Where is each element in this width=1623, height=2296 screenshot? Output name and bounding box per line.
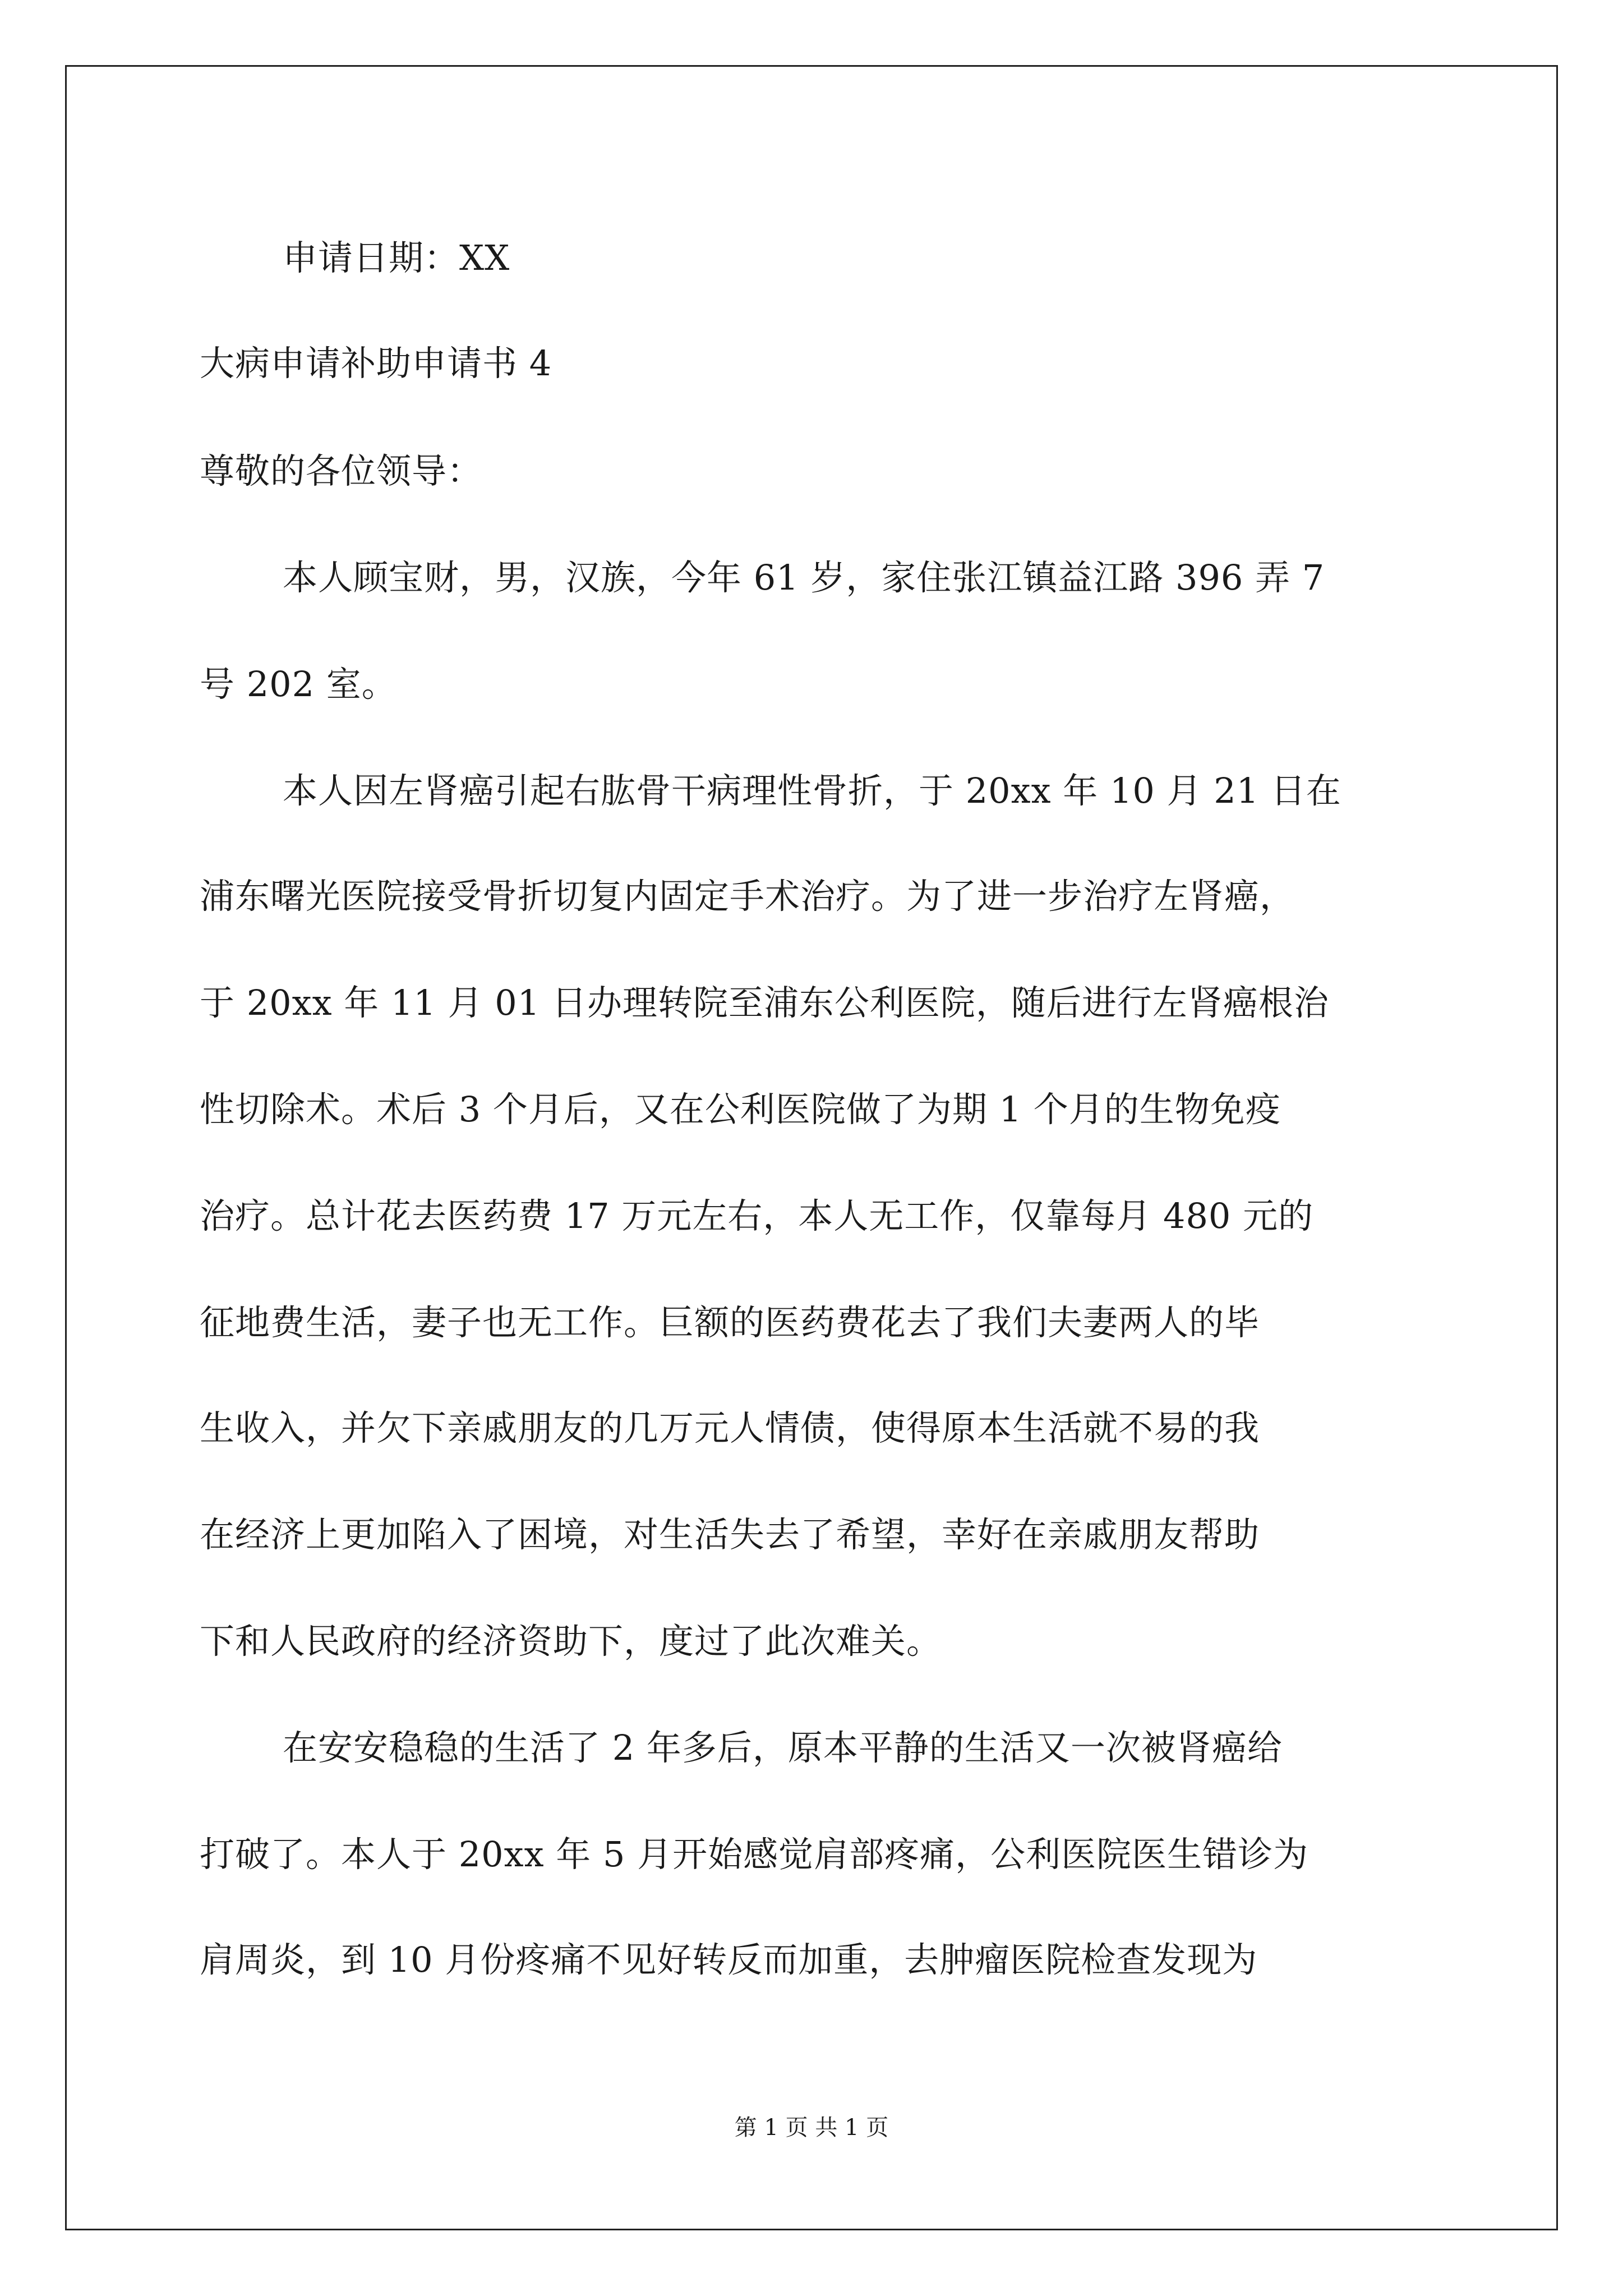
paragraph-line: 肩周炎，到 10 月份疼痛不见好转反而加重，去肿瘤医院检查发现为 (200, 1939, 1258, 1980)
document-title: 大病申请补助申请书 4 (200, 343, 552, 384)
paragraph-line: 下和人民政府的经济资助下，度过了此次难关。 (200, 1621, 942, 1662)
paragraph-line: 在安安稳稳的生活了 2 年多后，原本平静的生活又一次被肾癌给 (283, 1727, 1283, 1768)
salutation: 尊敬的各位领导： (200, 450, 483, 491)
page-footer: 第 1 页 共 1 页 (734, 2115, 889, 2141)
paragraph-line: 于 20xx 年 11 月 01 日办理转院至浦东公利医院，随后进行左肾癌根治 (200, 982, 1329, 1023)
paragraph-line: 本人因左肾癌引起右肱骨干病理性骨折，于 20xx 年 10 月 21 日在 (283, 770, 1341, 811)
paragraph-line: 治疗。总计花去医药费 17 万元左右，本人无工作，仅靠每月 480 元的 (200, 1195, 1314, 1236)
application-date: 申请日期：XX (283, 237, 510, 278)
paragraph-line: 生收入，并欠下亲戚朋友的几万元人情债，使得原本生活就不易的我 (200, 1407, 1260, 1448)
paragraph-line: 在经济上更加陷入了困境，对生活失去了希望，幸好在亲戚朋友帮助 (200, 1514, 1260, 1555)
paragraph-line: 本人顾宝财，男，汉族，今年 61 岁，家住张江镇益江路 396 弄 7 (283, 557, 1325, 598)
paragraph-line: 浦东曙光医院接受骨折切复内固定手术治疗。为了进一步治疗左肾癌， (200, 876, 1295, 917)
paragraph-line: 性切除术。术后 3 个月后，又在公利医院做了为期 1 个月的生物免疫 (200, 1089, 1281, 1130)
paragraph-line: 征地费生活，妻子也无工作。巨额的医药费花去了我们夫妻两人的毕 (200, 1302, 1260, 1343)
paragraph-line: 号 202 室。 (200, 664, 397, 705)
page-frame (65, 65, 1558, 2230)
paragraph-line: 打破了。本人于 20xx 年 5 月开始感觉肩部疼痛，公利医院医生错诊为 (200, 1834, 1309, 1875)
